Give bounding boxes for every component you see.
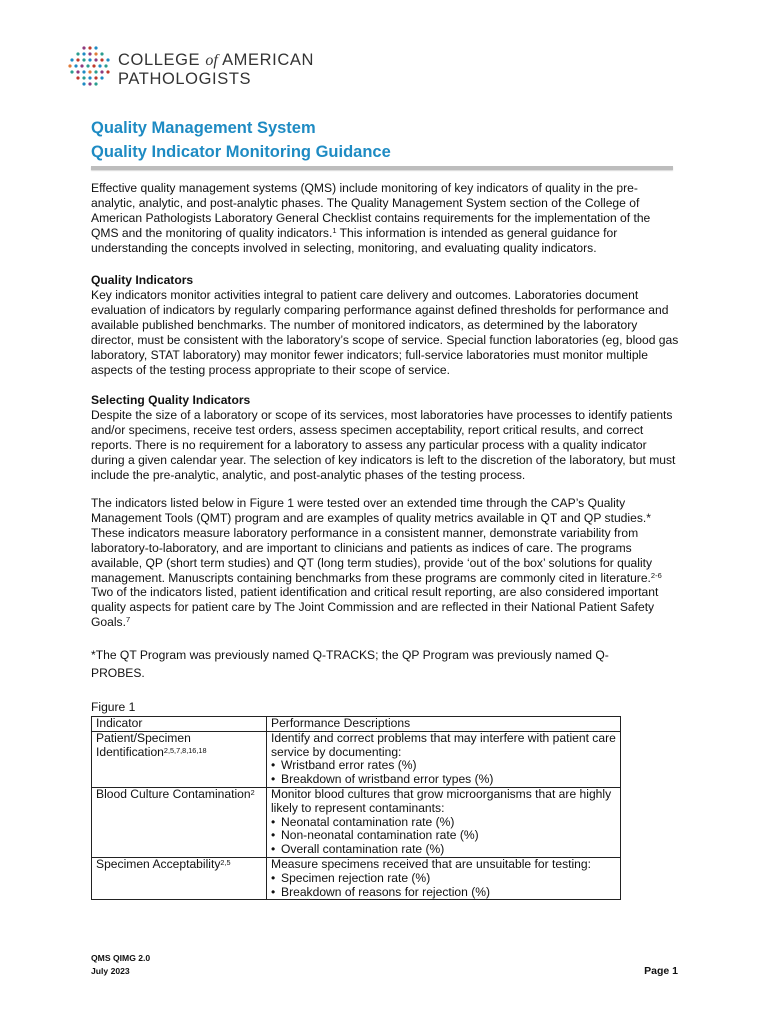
bullet-item: • Overall contamination rate (%) — [271, 843, 616, 857]
intro-paragraph — [91, 181, 681, 256]
description-cell — [267, 731, 621, 787]
logo-of: of — [205, 52, 218, 69]
table-row — [92, 787, 621, 857]
figure-intro-ref2: 7 — [125, 615, 131, 625]
logo-college: COLLEGE — [118, 51, 201, 69]
document-subtitle: Quality Indicator Monitoring Guidance — [91, 143, 391, 161]
bullet-item: • Specimen rejection rate (%) — [271, 872, 616, 886]
description-cell — [267, 857, 621, 899]
indicator-name: Blood Culture Contamination — [96, 786, 251, 801]
page-number: Page 1 — [644, 965, 678, 977]
figure-intro-text-cont: Two of the indicators listed, patient identification and critical result reporting, are also considered important quality aspects for patient care by The Joint Commission and are reflected in their National Patient Safety Goals. — [91, 585, 659, 630]
table-header-row — [92, 717, 621, 732]
table-row — [92, 731, 621, 787]
bullet-item: • Non-neonatal contamination rate (%) — [271, 829, 616, 843]
title-divider — [91, 166, 673, 170]
selecting-indicators-paragraph: Despite the size of a laboratory or scope of its services, most laboratories have processes to identify patients and/or specimens, receive test orders, assess specimen acceptability, report critical results, and correct reports. There is no requirement for a laboratory to assess any particular process with a quality indicator during a given calendar year. The selection of key indicators is left to the discretion of the laboratory, but must include the pre-analytic, analytic, and post-analytic phases of the testing process. — [91, 408, 676, 482]
figure-label: Figure 1 — [91, 700, 136, 714]
bullet-item: • Wristband error rates (%) — [271, 759, 616, 773]
logo-wordmark — [118, 51, 314, 88]
footer-date: July 2023 — [91, 966, 130, 976]
footer-doc-id: QMS QIMG 2.0 — [91, 953, 151, 963]
figure-intro-paragraph — [91, 496, 681, 630]
logo-dot-grid-icon — [66, 45, 112, 89]
bullet-list — [271, 759, 616, 787]
header-indicator: Indicator — [92, 717, 267, 732]
header-performance: Performance Descriptions — [267, 717, 621, 732]
document-title: Quality Management System — [91, 119, 316, 137]
bullet-item: • Neonatal contamination rate (%) — [271, 816, 616, 830]
indicator-ref: 2 — [250, 787, 255, 797]
program-footnote: *The QT Program was previously named Q-TRACKS; the QP Program was previously named Q-PROBES. — [91, 648, 609, 680]
description-text: Identify and correct problems that may interfere with patient care service by documenting: — [271, 730, 616, 759]
cap-logo — [66, 45, 314, 89]
quality-indicators-heading: Quality Indicators — [91, 273, 194, 287]
indicator-cell — [92, 731, 267, 787]
quality-indicators-paragraph: Key indicators monitor activities integral to patient care delivery and outcomes. Laboratories document evaluation of indicators by regularly comparing performance against defined thresholds for performance and available published benchmarks. The number of monitored indicators, as determined by the laboratory director, must be consistent with the laboratory’s scope of service. Special function laboratories (eg, blood gas laboratory, STAT laboratory) may monitor fewer indicators; full-service laboratories must monitor multiple aspects of the testing process appropriate to their scope of service. — [91, 288, 679, 377]
figure-intro-text: The indicators listed below in Figure 1 were tested over an extended time through the CAP’s Quality Management Tools (QMT) program and are examples of quality metrics available in QT and QP studies.* These indicators measure laboratory performance in a consistent manner, demonstrate variability from laboratory-to-laboratory, and are important to clinicians and patients as indices of care. The programs available, QP (short term studies) and QT (long term studies), provide ‘out of the box’ solutions for quality management. Manuscripts containing benchmarks from these programs are commonly cited in literature. — [91, 496, 653, 585]
description-text: Measure specimens received that are unsuitable for testing: — [271, 856, 591, 871]
indicator-name: Specimen Acceptability — [96, 856, 221, 871]
logo-pathologists: PATHOLOGISTS — [118, 70, 252, 88]
indicator-ref: 2,5,7,8,16,18 — [163, 745, 207, 755]
bullet-item: • Breakdown of reasons for rejection (%) — [271, 886, 616, 900]
indicator-cell — [92, 857, 267, 899]
description-text: Monitor blood cultures that grow microorganisms that are highly likely to represent contaminants: — [271, 786, 612, 815]
intro-text-cont: This information is intended as general guidance for understanding the concepts involved in selecting, monitoring, and evaluating quality indicators. — [91, 225, 618, 255]
description-cell — [267, 787, 621, 857]
intro-text: Effective quality management systems (QMS) include monitoring of key indicators of quality in the pre-analytic, analytic, and post-analytic phases. The Quality Management System section of the College of American Pathologists Laboratory General Checklist contains requirements for the implementation of the QMS and the monitoring of quality indicators. — [91, 181, 651, 240]
figure-table — [91, 716, 621, 900]
bullet-list — [271, 816, 616, 857]
indicator-ref: 2,5 — [220, 857, 231, 867]
figure-intro-ref: 2-6 — [650, 570, 662, 580]
selecting-indicators-heading: Selecting Quality Indicators — [91, 393, 251, 407]
indicator-cell — [92, 787, 267, 857]
logo-american: AMERICAN — [222, 51, 314, 69]
indicator-name: Patient/Specimen Identification — [96, 730, 191, 759]
bullet-item: • Breakdown of wristband error types (%) — [271, 773, 616, 787]
intro-ref: 1 — [332, 225, 337, 235]
table-row — [92, 857, 621, 899]
bullet-list — [271, 872, 616, 900]
